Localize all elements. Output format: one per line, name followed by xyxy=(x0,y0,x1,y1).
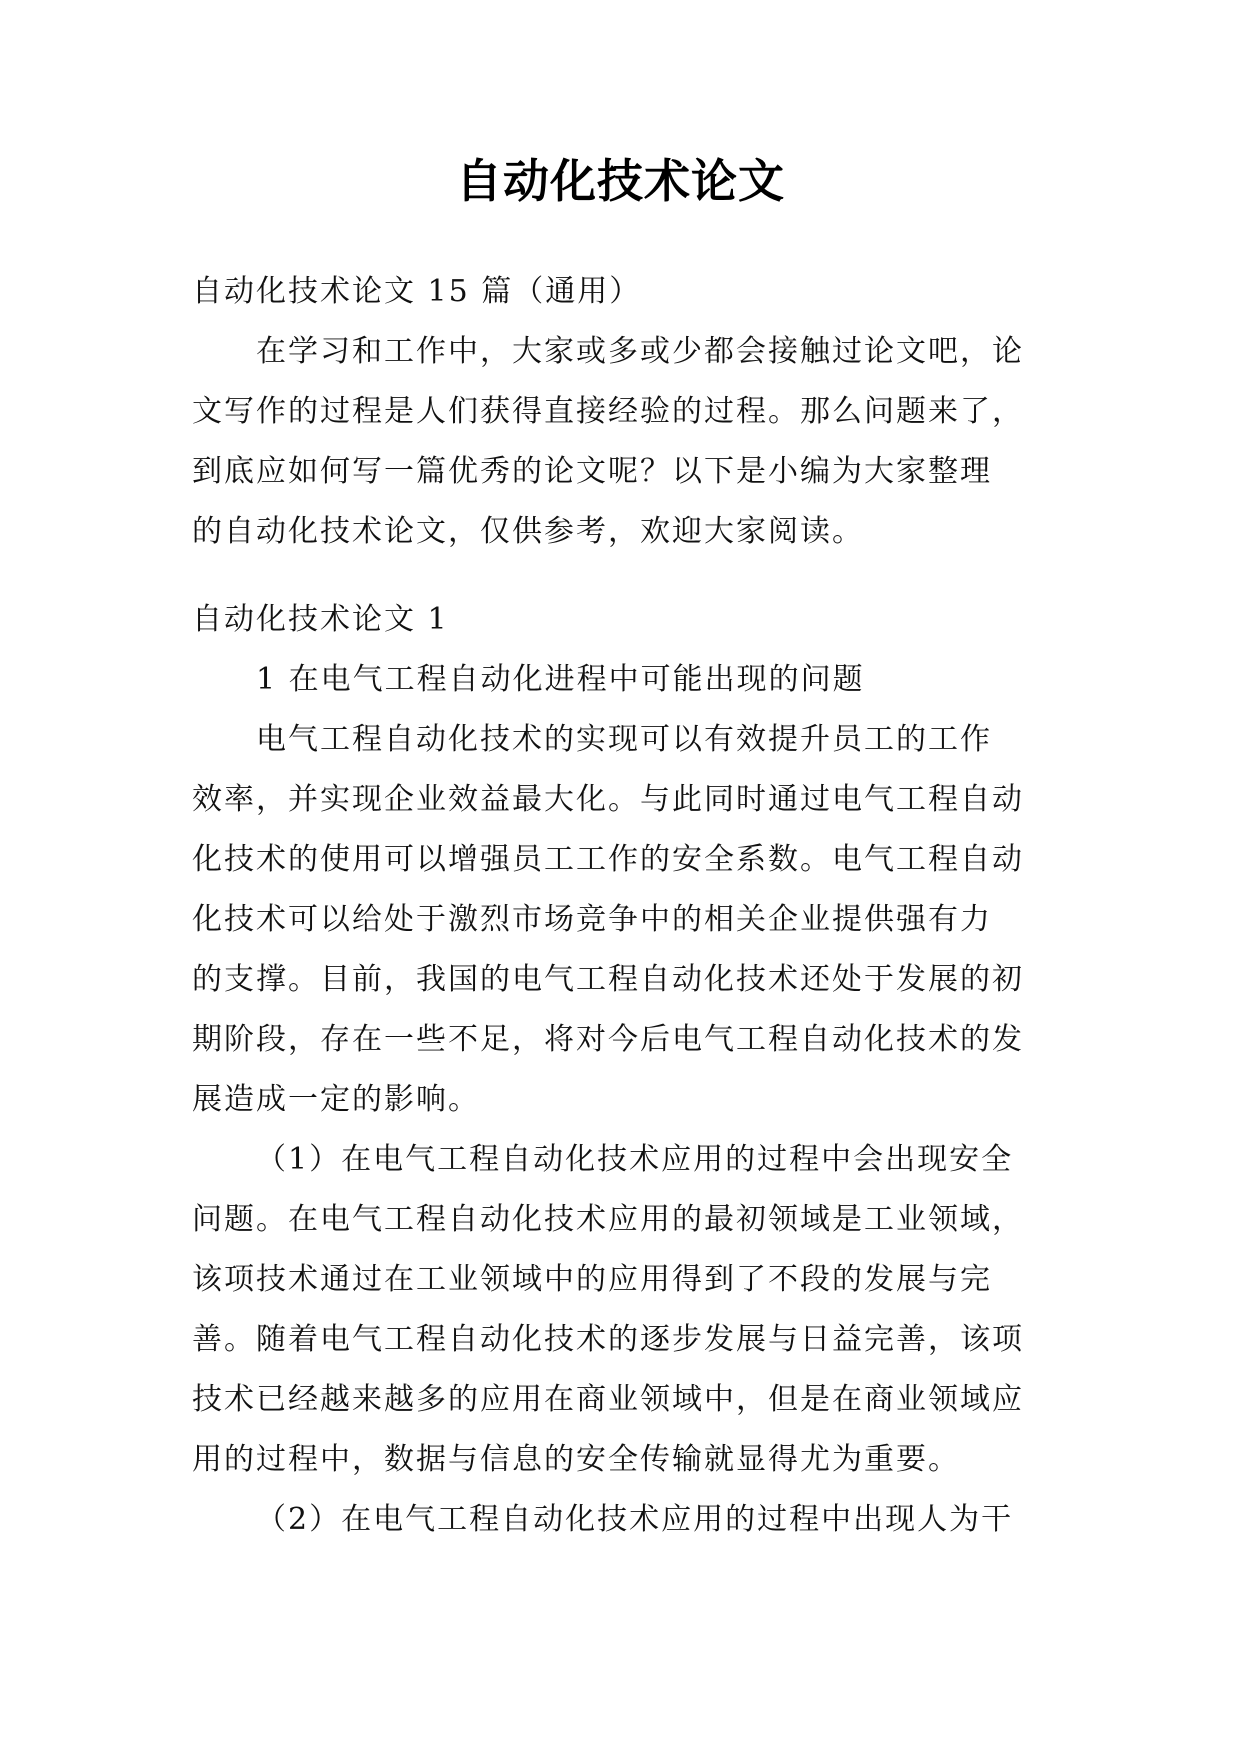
paragraph-line: 在学习和工作中，大家或多或少都会接触过论文吧，论 xyxy=(256,334,1024,369)
paragraph-line: （2）在电气工程自动化技术应用的过程中出现人为干 xyxy=(256,1502,1014,1537)
paragraph-line: 文写作的过程是人们获得直接经验的过程。那么问题来了， xyxy=(192,394,1024,429)
section-heading: 自动化技术论文 1 xyxy=(192,602,449,637)
paragraph-1 xyxy=(192,710,1060,1130)
intro-paragraph xyxy=(192,322,1060,562)
paragraph-line: 善。随着电气工程自动化技术的逐步发展与日益完善，该项 xyxy=(192,1322,1024,1357)
document-title: 自动化技术论文 xyxy=(456,154,785,208)
paragraph-line: 问题。在电气工程自动化技术应用的最初领域是工业领域， xyxy=(192,1202,1024,1237)
paragraph-line: 技术已经越来越多的应用在商业领域中，但是在商业领域应 xyxy=(192,1382,1024,1417)
paragraph-line: 化技术可以给处于激烈市场竞争中的相关企业提供强有力 xyxy=(192,902,992,937)
document-body xyxy=(192,262,1060,1550)
paragraph-line: 期阶段，存在一些不足，将对今后电气工程自动化技术的发 xyxy=(192,1022,1024,1057)
paragraph-line: 该项技术通过在工业领域中的应用得到了不段的发展与完 xyxy=(192,1262,992,1297)
paragraph-line: 展造成一定的影响。 xyxy=(192,1082,480,1117)
paragraph-line: 电气工程自动化技术的实现可以有效提升员工的工作 xyxy=(256,722,992,757)
paragraph-2 xyxy=(192,1130,1060,1490)
paragraph-line: 化技术的使用可以增强员工工作的安全系数。电气工程自动 xyxy=(192,842,1024,877)
paragraph-line: 效率，并实现企业效益最大化。与此同时通过电气工程自动 xyxy=(192,782,1024,817)
paragraph-line: 用的过程中，数据与信息的安全传输就显得尤为重要。 xyxy=(192,1442,960,1477)
spacer xyxy=(192,562,1060,590)
paragraph-line: 的支撑。目前，我国的电气工程自动化技术还处于发展的初 xyxy=(192,962,1024,997)
section-subheading: 1 在电气工程自动化进程中可能出现的问题 xyxy=(256,662,865,697)
paragraph-line: 的自动化技术论文，仅供参考，欢迎大家阅读。 xyxy=(192,514,864,549)
paragraph-line: （1）在电气工程自动化技术应用的过程中会出现安全 xyxy=(256,1142,1014,1177)
paragraph-3 xyxy=(192,1490,1060,1550)
document-subtitle: 自动化技术论文 15 篇（通用） xyxy=(192,274,642,309)
paragraph-line: 到底应如何写一篇优秀的论文呢？以下是小编为大家整理 xyxy=(192,454,992,489)
